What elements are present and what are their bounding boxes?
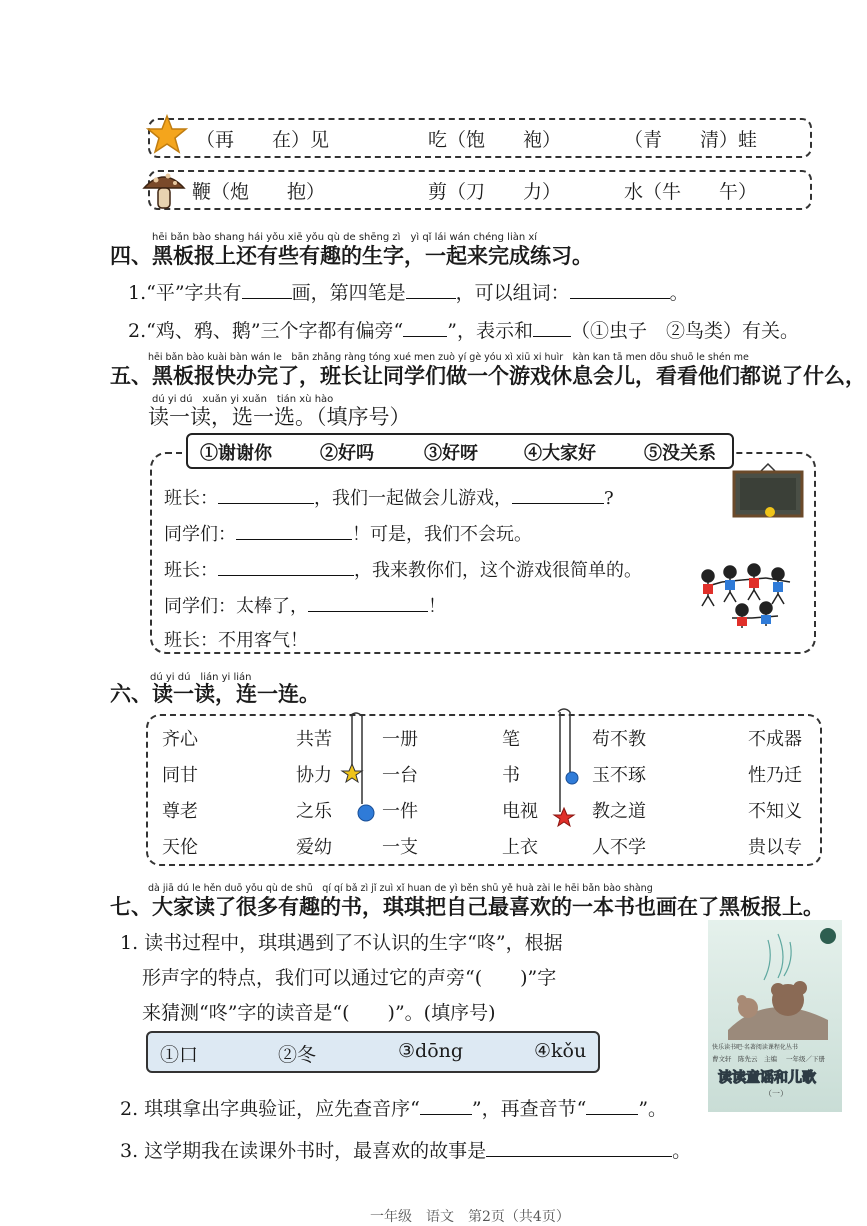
measure-word-2[interactable]: 一台 [382,765,418,786]
sound-options-box [146,1031,600,1073]
measure-word-4[interactable]: 一支 [382,837,418,858]
dialog-line-2: 同学们： ！可是，我们不会玩。 [164,520,532,546]
sec5-title-2: 读一读，选一选。（填序号） [148,405,411,429]
sec5-title-1: 五、黑板报快办完了，班长让同学们做一个游戏休息会儿，看看他们都说了什么， [110,364,866,388]
book-volume: （一） [764,1089,788,1098]
sanzijing-right-1[interactable]: 不成器 [748,729,802,750]
option-4: ④大家好 [524,443,596,464]
answer-blank[interactable] [486,1138,672,1157]
choice-dao: 剪（刀 力） [428,181,562,203]
mushroom-icon [140,166,188,212]
sanzijing-left-1[interactable]: 苟不教 [592,729,646,750]
option-2: ②好吗 [320,443,374,464]
sanzijing-left-3[interactable]: 教之道 [592,801,646,822]
match-right-2[interactable]: 协力 [296,765,332,786]
sec5-pinyin-1: hēi bǎn bào kuài bàn wán le bān zhǎng ràng tóng xué men zuò yí gè yóu xì xiū xi huìr kàn kan tā men dōu shuō le shén me [148,352,749,363]
sanzijing-right-3[interactable]: 不知义 [748,801,802,822]
answer-blank[interactable] [406,280,456,299]
sound-option-3: ③dōng [398,1040,464,1062]
option-3: ③好呀 [424,443,478,464]
sec7-q1-line3: 来猜测“咚”字的读音是“( )”。(填序号) [142,1002,496,1024]
dialog-line-4: 同学们：太棒了， ！ [164,592,446,618]
page-footer: 一年级 语文 第2页（共4页） [370,1209,570,1225]
sec6-title: 六、读一读，连一连。 [110,682,320,706]
match-left-3[interactable]: 尊老 [162,801,198,822]
choice-bao: 吃（饱 袍） [428,129,562,151]
sec5-pinyin-2: dú yi dú xuǎn yi xuǎn tián xù hào [152,394,334,405]
dialog-line-1: 班长： ，我们一起做会儿游戏， ? [164,484,614,510]
sanzijing-right-4[interactable]: 贵以专 [748,837,802,858]
answer-blank[interactable] [218,485,314,504]
object-2[interactable]: 书 [502,765,520,786]
sec7-q1-line2: 形声字的特点，我们可以通过它的声旁“( )”字 [142,967,557,989]
book-authors: 曹文轩 陈先云 主编 [712,1055,777,1063]
dialog-line-5: 班长：不用客气！ [164,630,308,651]
match-left-1[interactable]: 齐心 [162,729,198,750]
object-4[interactable]: 上衣 [502,837,538,858]
sec7-pinyin: dà jiā dú le hěn duō yǒu qù de shū qí qí bǎ zì jǐ zuì xǐ huan de yì běn shū yě huà zài le hēi bǎn bào shàng [148,883,653,894]
choice-zai: （再 在）见 [196,129,330,151]
object-1[interactable]: 笔 [502,729,520,750]
sec4-q1: 1.“平”字共有 画，第四笔是 ，可以组词： 。 [128,282,689,304]
children-playing-illustration [694,560,806,638]
sanzijing-left-2[interactable]: 玉不琢 [592,765,646,786]
book-series: 快乐读书吧·名著阅读课程化丛书 [712,1044,798,1051]
sanzijing-left-4[interactable]: 人不学 [592,837,646,858]
answer-blank[interactable] [218,557,354,576]
sec4-title: 四、黑板报上还有些有趣的生字，一起来完成练习。 [110,244,593,268]
match-right-4[interactable]: 爱幼 [296,837,332,858]
sec7-q1-line1: 1. 读书过程中，琪琪遇到了不认识的生字“咚”，根据 [120,932,563,954]
book-cover-art [708,920,842,1040]
option-5: ⑤没关系 [644,443,716,464]
match-right-1[interactable]: 共苦 [296,729,332,750]
sec7-q3: 3. 这学期我在读课外书时，最喜欢的故事是 。 [120,1140,692,1162]
sec7-q2: 2. 琪琪拿出字典验证，应先查音序“ ”，再查音节“ ”。 [120,1098,668,1120]
sound-option-4: ④kǒu [534,1040,587,1062]
hanging-pins-decoration [336,708,586,834]
match-right-3[interactable]: 之乐 [296,801,332,822]
answer-blank[interactable] [586,1096,638,1115]
choice-niu: 水（牛 午） [624,181,758,203]
measure-word-3[interactable]: 一件 [382,801,418,822]
sound-option-2: ②冬 [278,1044,317,1066]
sec4-q2: 2.“鸡、鸦、鹅”三个字都有偏旁“ ”，表示和 （①虫子 ②鸟类）有关。 [128,320,800,342]
dialog-line-3: 班长： ，我来教你们，这个游戏很简单的。 [164,556,642,582]
option-1: ①谢谢你 [200,443,272,464]
book-title: 读读童谣和儿歌 [718,1070,816,1086]
measure-word-1[interactable]: 一册 [382,729,418,750]
sanzijing-right-2[interactable]: 性乃迁 [748,765,802,786]
answer-blank[interactable] [533,318,571,337]
sec4-pinyin: hēi bǎn bào shang hái yǒu xiē yǒu qù de shēng zì yì qǐ lái wán chéng liàn xí [152,232,538,243]
choice-pao: 鞭（炮 抱） [192,181,326,203]
object-3[interactable]: 电视 [502,801,538,822]
book-cover [708,920,842,1112]
sec7-title: 七、大家读了很多有趣的书，琪琪把自己最喜欢的一本书也画在了黑板报上。 [110,895,824,919]
answer-blank[interactable] [236,521,352,540]
choice-qing: （青 清）蛙 [624,129,758,151]
answer-blank[interactable] [570,280,670,299]
book-grade: 一年级／下册 [786,1055,825,1063]
match-left-2[interactable]: 同甘 [162,765,198,786]
sec6-pinyin: dú yi dú lián yi lián [150,672,252,683]
answer-blank[interactable] [308,593,428,612]
match-left-4[interactable]: 天伦 [162,837,198,858]
answer-blank[interactable] [512,485,604,504]
answer-blank[interactable] [420,1096,472,1115]
chalkboard-illustration [730,462,806,522]
answer-blank[interactable] [403,318,447,337]
star-icon [146,114,188,156]
sound-option-1: ①口 [160,1044,199,1066]
answer-blank[interactable] [242,280,292,299]
